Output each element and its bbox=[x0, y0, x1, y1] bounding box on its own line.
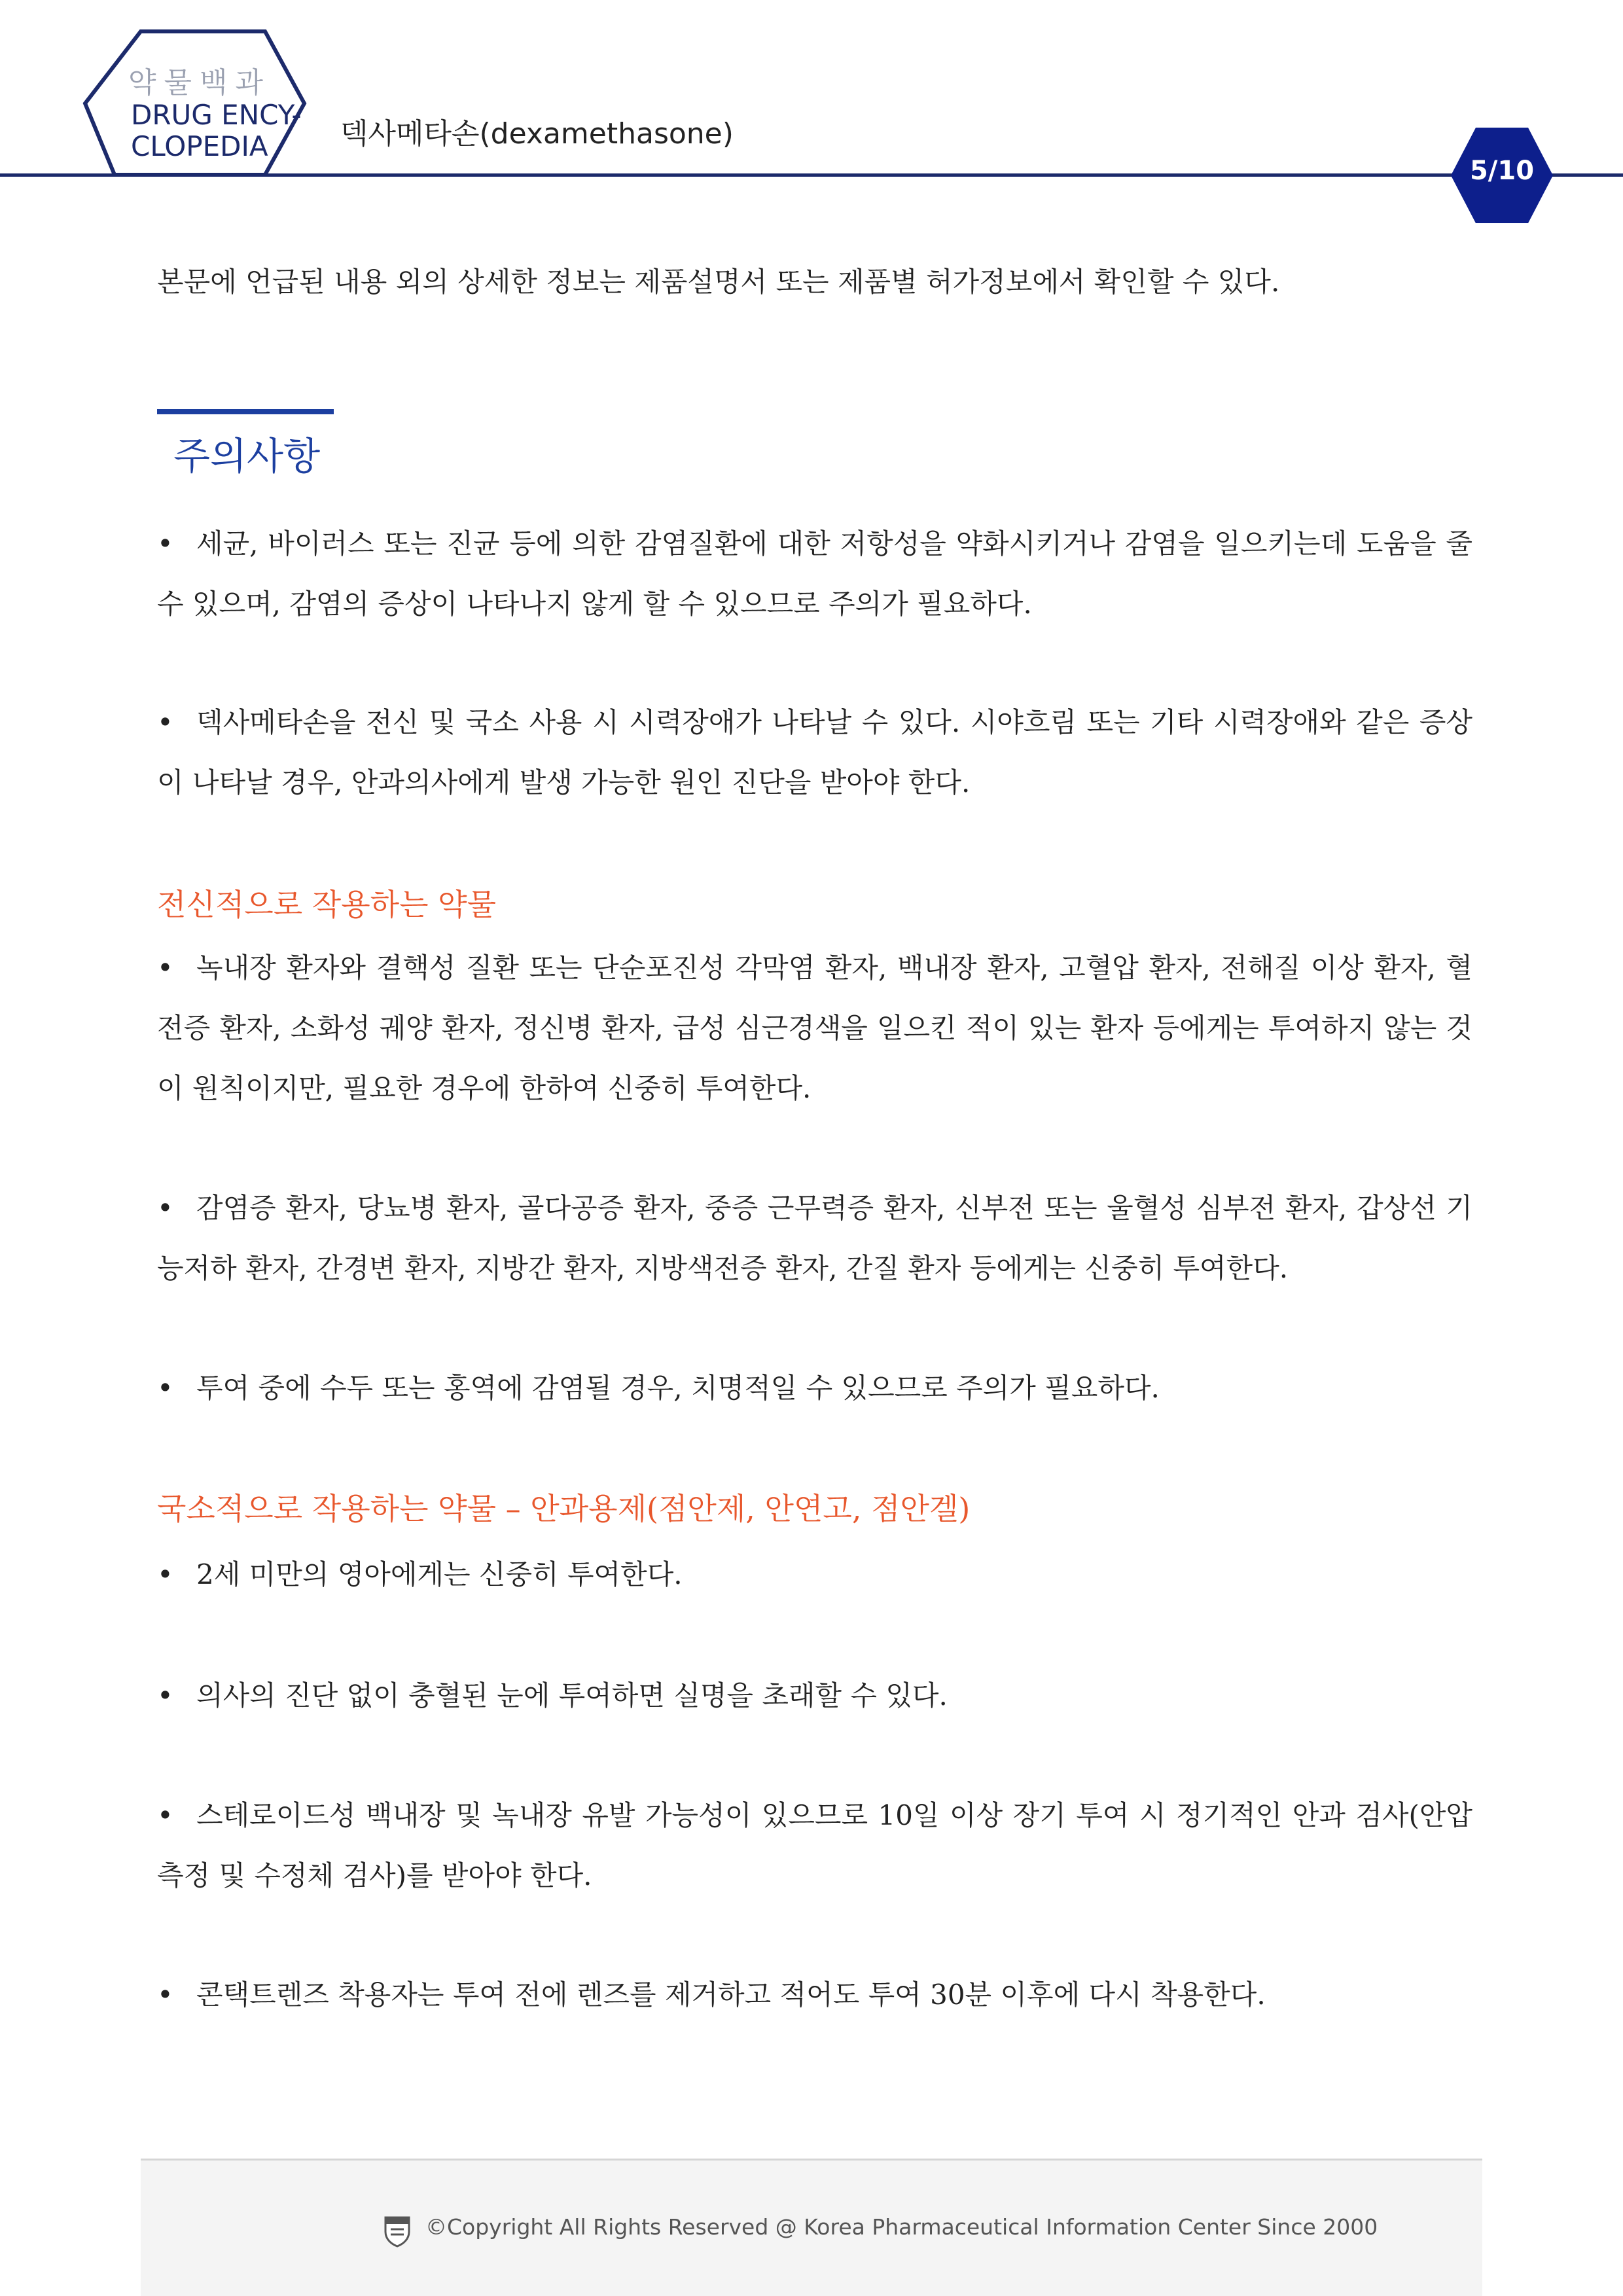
bullet-icon: • bbox=[157, 1372, 173, 1404]
shield-crest-icon bbox=[383, 2215, 412, 2248]
bullet-icon: • bbox=[157, 1192, 173, 1224]
bullet-icon: • bbox=[157, 528, 173, 560]
list-item-text: 콘택트렌즈 착용자는 투여 전에 렌즈를 제거하고 적어도 투여 30분 이후에 다시 착용한다. bbox=[196, 1979, 1266, 2011]
list-item bbox=[157, 514, 1472, 634]
bullet-icon: • bbox=[157, 1799, 173, 1831]
list-item-text: 스테로이드성 백내장 및 녹내장 유발 가능성이 있으므로 10일 이상 장기 투여 시 정기적인 안과 검사(안압 측정 및 수정체 검사)를 받아야 한다. bbox=[157, 1799, 1472, 1892]
bullet-icon: • bbox=[157, 1558, 173, 1590]
bullet-icon: • bbox=[157, 1679, 173, 1712]
intro-paragraph: 본문에 언급된 내용 외의 상세한 정보는 제품설명서 또는 제품별 허가정보에서 확인할 수 있다. bbox=[157, 266, 1280, 298]
bullet-icon: • bbox=[157, 952, 173, 984]
list-item bbox=[157, 1785, 1472, 1906]
topical-heading: 국소적으로 작용하는 약물 – 안과용제(점안제, 안연고, 점안겔) bbox=[157, 1491, 971, 1526]
systemic-heading: 전신적으로 작용하는 약물 bbox=[157, 887, 497, 922]
list-item bbox=[157, 1666, 1472, 1726]
logo-english-line1: DRUG ENCY- bbox=[131, 99, 302, 131]
logo-english-line2: CLOPEDIA bbox=[131, 130, 268, 162]
list-item bbox=[157, 1545, 1472, 1605]
document-title: 덱사메타손(dexamethasone) bbox=[340, 117, 734, 151]
logo-korean-text: 약물백과 bbox=[128, 66, 271, 99]
list-item bbox=[157, 1965, 1472, 2025]
section-title: 주의사항 bbox=[173, 434, 321, 478]
footer-copyright: ©Copyright All Rights Reserved @ Korea Pharmaceutical Information Center Since 2000 bbox=[425, 2214, 1378, 2240]
list-item bbox=[157, 1358, 1472, 1418]
header-rule bbox=[0, 173, 1623, 177]
list-item-text: 감염증 환자, 당뇨병 환자, 골다공증 환자, 중증 근무력증 환자, 신부전 또는 울혈성 심부전 환자, 갑상선 기능저하 환자, 간경변 환자, 지방간 환자, 지방색전증 환자, 간질 환자 등에게는 신중히 투여한다. bbox=[157, 1192, 1472, 1284]
list-item-text: 덱사메타손을 전신 및 국소 사용 시 시력장애가 나타날 수 있다. 시야흐림 또는 기타 시력장애와 같은 증상이 나타날 경우, 안과의사에게 발생 가능한 원인 진단을 받아야 한다. bbox=[157, 706, 1472, 798]
list-item-text: 의사의 진단 없이 충혈된 눈에 투여하면 실명을 초래할 수 있다. bbox=[196, 1679, 948, 1712]
list-item bbox=[157, 938, 1472, 1119]
section-title-bar bbox=[157, 409, 334, 414]
list-item-text: 2세 미만의 영아에게는 신중히 투여한다. bbox=[196, 1558, 683, 1590]
list-item-text: 녹내장 환자와 결핵성 질환 또는 단순포진성 각막염 환자, 백내장 환자, 고혈압 환자, 전해질 이상 환자, 혈전증 환자, 소화성 궤양 환자, 정신병 환자, 급성 심근경색을 일으킨 적이 있는 환자 등에게는 투여하지 않는 것이 원칙이지만, 필요한 경우에 한하여 신중히 투여한다. bbox=[157, 952, 1472, 1104]
page-number: 5/10 bbox=[1469, 156, 1535, 186]
list-item bbox=[157, 692, 1472, 813]
bullet-icon: • bbox=[157, 1979, 173, 2011]
list-item-text: 투여 중에 수두 또는 홍역에 감염될 경우, 치명적일 수 있으므로 주의가 필요하다. bbox=[196, 1372, 1160, 1404]
list-item-text: 세균, 바이러스 또는 진균 등에 의한 감염질환에 대한 저항성을 약화시키거나 감염을 일으키는데 도움을 줄 수 있으며, 감염의 증상이 나타나지 않게 할 수 있으므로 주의가 필요하다. bbox=[157, 528, 1472, 620]
list-item bbox=[157, 1178, 1472, 1299]
bullet-icon: • bbox=[157, 706, 173, 738]
